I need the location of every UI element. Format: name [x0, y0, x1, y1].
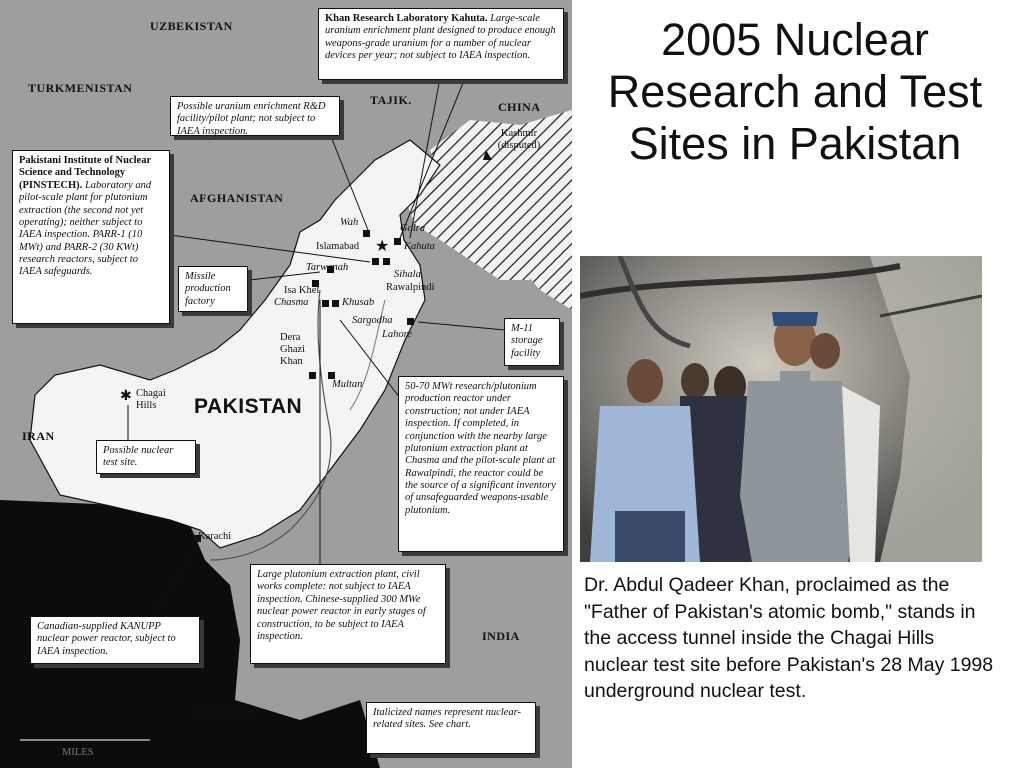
- label-lahore: Lahore: [382, 329, 412, 340]
- label-india: INDIA: [482, 629, 520, 643]
- callout-pinstech: [12, 150, 170, 324]
- svg-text:✱: ✱: [120, 387, 132, 403]
- label-uzbekistan: UZBEKISTAN: [150, 19, 233, 33]
- label-dera-ghazi-khan: Dera Ghazi Khan: [280, 332, 306, 368]
- callout-m11-storage: M-11 storage facility: [504, 318, 560, 366]
- label-chasma: Chasma: [274, 297, 309, 308]
- label-kashmir: Kashmir (disputed): [497, 128, 541, 152]
- label-isa-khel: Isa Khel: [284, 285, 320, 296]
- label-tajik: TAJIK.: [370, 93, 412, 107]
- label-pakistan: PAKISTAN: [194, 395, 303, 418]
- label-khusab: Khusab: [342, 297, 375, 308]
- label-sihala: Sihala: [394, 269, 421, 280]
- label-multan: Multan: [332, 379, 363, 390]
- photo-khan-in-tunnel: [580, 256, 982, 562]
- label-chagai-hills: Chagai Hills: [136, 388, 166, 412]
- callout-khan-title: Khan Research Laboratory Kahuta.: [325, 13, 488, 24]
- label-sargodha: Sargodha: [352, 315, 393, 326]
- label-tarwanah: Tarwanah: [306, 262, 349, 273]
- callout-pinstech-title: Pakistani Institute of Nuclear Science and Technology (PINSTECH).: [19, 155, 151, 191]
- label-kahuta: Kahuta: [404, 241, 435, 252]
- callout-research-reactor: 50-70 MWt research/plutonium production reactor under construction; not under IAEA inspection. If completed, in conjunction with the nearby large plutonium extraction plant at Chasma and the pilot-scale plant at Rawalpindi, the reactor could be the source of a significant inventory of unsafeguarded weapons-usable plutonium.: [398, 376, 564, 552]
- callout-pinstech-body: Laboratory and pilot-scale plant for plutonium extraction (the second not yet operating); neither subject to IAEA inspection. PARR-1 (10 MWt) and PARR-2 (30 KWt) research reactors, subject to IAEA safeguards.: [19, 179, 152, 278]
- label-karachi: Karachi: [198, 531, 232, 542]
- svg-text:★: ★: [375, 238, 390, 255]
- label-china: CHINA: [498, 100, 541, 114]
- callout-chagai-test-site: Possible nuclear test site.: [96, 440, 196, 474]
- callout-enrichment-rd: Possible uranium enrichment R&D facility/pilot plant; not subject to IAEA inspection.: [170, 96, 340, 136]
- label-islamabad: Islamabad: [316, 241, 360, 252]
- label-wah: Wah: [340, 217, 359, 228]
- label-scale-miles: MILES: [62, 747, 94, 758]
- callout-khan-research-lab: [318, 8, 564, 80]
- slide-title: 2005 Nuclear Research and Test Sites in Pakistan: [607, 14, 983, 170]
- label-afghanistan: AFGHANISTAN: [190, 191, 284, 205]
- label-turkmenistan: TURKMENISTAN: [28, 81, 133, 95]
- callout-legend: Italicized names represent nuclear-related sites. See chart.: [366, 702, 536, 754]
- photo-illustration: [580, 256, 982, 562]
- label-golra: Golra: [400, 223, 426, 234]
- photo-caption: Dr. Abdul Qadeer Khan, proclaimed as the "Father of Pakistan's atomic bomb," stands in the access tunnel inside the Chagai Hills nuclear test site before Pakistan's 28 May 1998 underground nuclear test.: [584, 574, 994, 703]
- callout-chasma-plant: Large plutonium extraction plant, civil works complete: not subject to IAEA inspection. Chinese-supplied 300 MWe nuclear power reactor in early stages of construction, to be subject to IAEA inspection.: [250, 564, 446, 664]
- label-arabian-sea: Arabian Sea: [193, 703, 258, 718]
- callout-kanupp: Canadian-supplied KANUPP nuclear power reactor, subject to IAEA inspection.: [30, 616, 200, 664]
- callout-missile-factory: Missile production factory: [178, 266, 248, 312]
- label-iran: IRAN: [22, 429, 55, 443]
- callout-khan-body: Large-scale uranium enrichment plant designed to produce enough weapons-grade uranium for a number of nuclear devices per year; not subject to IAEA inspection.: [325, 13, 556, 62]
- label-rawalpindi: Rawalpindi: [386, 282, 435, 293]
